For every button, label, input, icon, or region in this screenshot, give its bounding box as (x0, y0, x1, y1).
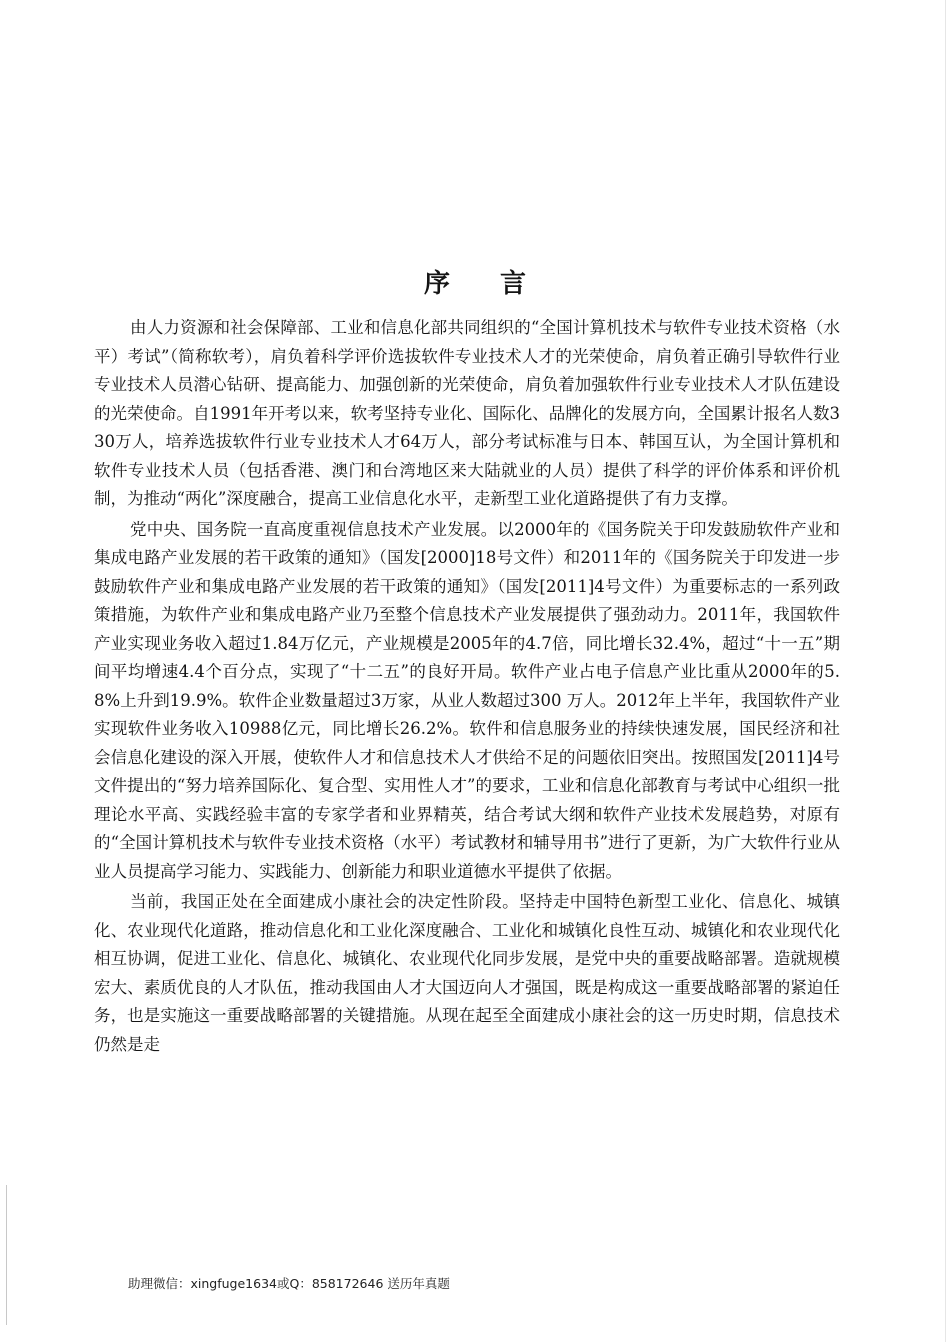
page-title: 序言 (423, 269, 576, 300)
scan-edge-right (945, 0, 946, 1342)
preface-body (94, 314, 840, 1061)
paragraph-2: 党中央、国务院一直高度重视信息技术产业发展。以2000年的《国务院关于印发鼓励软件产业和集成电路产业发展的若干政策的通知》（国发[2000]18号文件）和2011年的《国务院关于印发进一步鼓励软件产业和集成电路产业发展的若干政策的通知》（国发[2011]4号文件）为重要标志的一系列政策措施，为软件产业和集成电路产业乃至整个信息技术产业发展提供了强劲动力。2011年，我国软件产业实现业务收入超过1.84万亿元，产业规模是2005年的4.7倍，同比增长32.4%，超过“十一五”期间平均增速4.4个百分点，实现了“十二五”的良好开局。软件产业占电子信息产业比重从2000年的5.8%上升到19.9%。软件企业数量超过3万家，从业人数超过300 万人。2012年上半年，我国软件产业实现软件业务收入10988亿元，同比增长26.2%。软件和信息服务业的持续快速发展，国民经济和社会信息化建设的深入开展，使软件人才和信息技术人才供给不足的问题依旧突出。按照国发[2011]4号文件提出的“努力培养国际化、复合型、实用性人才”的要求，工业和信息化部教育与考试中心组织一批理论水平高、实践经验丰富的专家学者和业界精英，结合考试大纲和软件产业技术发展趋势，对原有的“全国计算机技术与软件专业技术资格（水平）考试教材和辅导用书”进行了更新，为广大软件行业从业人员提高学习能力、实践能力、创新能力和职业道德水平提供了依据。 (94, 519, 840, 881)
paragraph-3: 当前，我国正处在全面建成小康社会的决定性阶段。坚持走中国特色新型工业化、信息化、城镇化、农业现代化道路，推动信息化和工业化深度融合、工业化和城镇化良性互动、城镇化和农业现代化相互协调，促进工业化、信息化、城镇化、农业现代化同步发展，是党中央的重要战略部署。造就规模宏大、素质优良的人才队伍，推动我国由人才大国迈向人才强国，既是构成这一重要战略部署的紧迫任务，也是实施这一重要战略部署的关键措施。从现在起至全面建成小康社会的这一历史时期，信息技术仍然是走 (94, 892, 840, 1054)
scan-edge-left (6, 1185, 7, 1325)
paragraph-1: 由人力资源和社会保障部、工业和信息化部共同组织的“全国计算机技术与软件专业技术资格（水平）考试”（简称软考），肩负着科学评价选拔软件专业技术人才的光荣使命，肩负着正确引导软件行业专业技术人员潜心钻研、提高能力、加强创新的光荣使命，肩负着加强软件行业专业技术人才队伍建设的光荣使命。自1991年开考以来，软考坚持专业化、国际化、品牌化的发展方向，全国累计报名人数330万人，培养选拔软件行业专业技术人才64万人，部分考试标准与日本、韩国互认，为全国计算机和软件专业技术人员（包括香港、澳门和台湾地区来大陆就业的人员）提供了科学的评价体系和评价机制，为推动“两化”深度融合，提高工业信息化水平，走新型工业化道路提供了有力支撑。 (94, 318, 840, 508)
footer-contact-note: 助理微信：xingfuge1634或Q：858172646 送历年真题 (128, 1276, 450, 1291)
